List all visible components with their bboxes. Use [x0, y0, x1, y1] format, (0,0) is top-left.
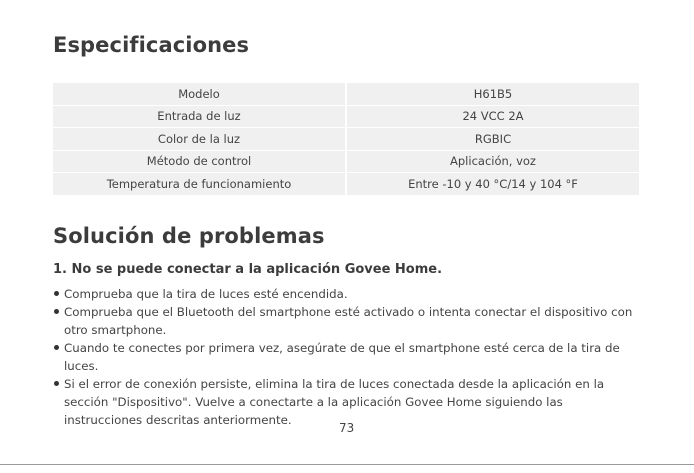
bullet-dot-icon — [54, 291, 59, 296]
spec-label-light-input: Entrada de luz — [53, 105, 346, 128]
table-row — [53, 105, 639, 128]
list-item — [53, 339, 643, 375]
spec-value-operating-temperature: Entre -10 y 40 °C/14 y 104 °F — [346, 173, 639, 195]
table-row — [53, 173, 639, 195]
spec-value-control-method: Aplicación, voz — [346, 150, 639, 173]
specifications-title: Especificaciones — [53, 33, 250, 57]
table-row — [53, 128, 639, 151]
spec-label-light-color: Color de la luz — [53, 128, 346, 151]
page-number: 73 — [339, 421, 355, 435]
bullet-text: Si el error de conexión persiste, elimina la tira de luces conectada desde la aplicación en la sección "Dispositivo". Vuelve a conectarte a la aplicación Govee Home siguiendo las instrucciones descritas anteriormente. — [64, 377, 605, 427]
bullet-text: Comprueba que la tira de luces esté encendida. — [64, 287, 348, 301]
bullet-dot-icon — [54, 345, 59, 350]
troubleshooting-title: Solución de problemas — [53, 224, 325, 248]
bullet-dot-icon — [54, 381, 59, 386]
bottom-divider — [0, 464, 694, 465]
list-item — [53, 303, 643, 339]
list-item — [53, 285, 643, 303]
specifications-table — [53, 82, 639, 195]
issue-bullet-list — [53, 285, 643, 429]
bullet-text: Comprueba que el Bluetooth del smartphone esté activado o intenta conectar el dispositivo con otro smartphone. — [64, 305, 633, 337]
bullet-text: Cuando te conectes por primera vez, asegúrate de que el smartphone esté cerca de la tira de luces. — [64, 341, 620, 373]
spec-label-model: Modelo — [53, 83, 346, 106]
issue-heading: 1. No se puede conectar a la aplicación Govee Home. — [53, 262, 443, 277]
bullet-dot-icon — [54, 309, 59, 314]
spec-value-light-color: RGBIC — [346, 128, 639, 151]
spec-value-model: H61B5 — [346, 83, 639, 106]
spec-value-light-input: 24 VCC 2A — [346, 105, 639, 128]
table-row — [53, 83, 639, 106]
table-row — [53, 150, 639, 173]
spec-label-control-method: Método de control — [53, 150, 346, 173]
spec-label-operating-temperature: Temperatura de funcionamiento — [53, 173, 346, 195]
